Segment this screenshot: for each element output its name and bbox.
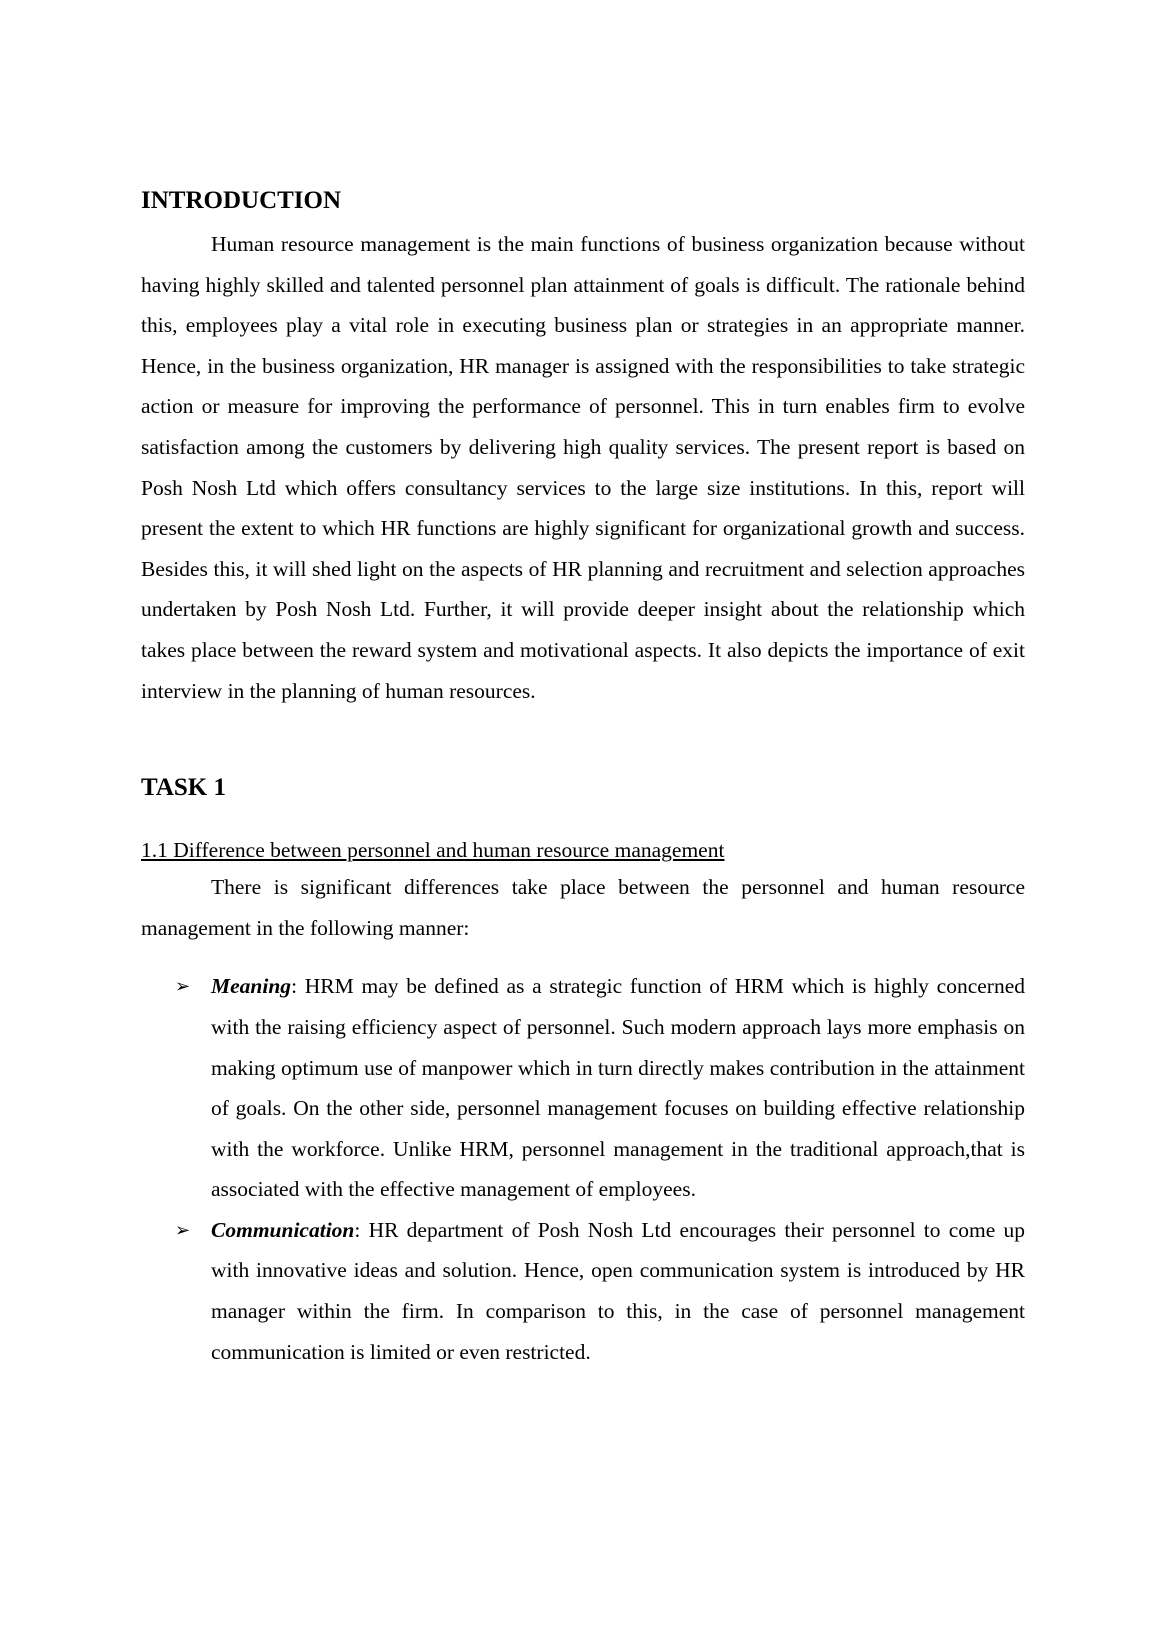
list-item [175,1210,1025,1372]
list-item [175,966,1025,1210]
introduction-heading: INTRODUCTION [141,187,342,214]
section-1-1-subheading: 1.1 Difference between personnel and human resource management [141,838,725,863]
bullet-term: Meaning [211,974,292,999]
bullet-text: : HRM may be defined as a strategic function of HRM which is highly concerned with the raising efficiency aspect of personnel. Such modern approach lays more emphasis on making optimum use of manpower which in turn directly makes contribution in the attainment of goals. On the other side, personnel management focuses on building effective relationship with the workforce. Unlike HRM, personnel management in the traditional approach,that is associated with the effective management of employees. [211,974,1025,1202]
document-page [141,186,1025,1372]
arrow-bullet-icon: ➢ [175,976,191,997]
arrow-bullet-icon: ➢ [175,1219,191,1240]
bullet-term: Communication [211,1217,355,1242]
introduction-paragraph: Human resource management is the main functions of business organization because without having highly skilled and talented personnel plan attainment of goals is difficult. The rationale behind this, employees play a vital role in executing business plan or strategies in an appropriate manner. Hence, in the business organization, HR manager is assigned with the responsibilities to take strategic action or measure for improving the performance of personnel. This in turn enables firm to evolve satisfaction among the customers by delivering high quality services. The present report is based on Posh Nosh Ltd which offers consultancy services to the large size institutions. In this, report will present the extent to which HR functions are highly significant for organizational growth and success. Besides this, it will shed light on the aspects of HR planning and recruitment and selection approaches undertaken by Posh Nosh Ltd. Further, it will provide deeper insight about the relationship which takes place between the reward system and motivational aspects. It also depicts the importance of exit interview in the planning of human resources. [141,232,1025,703]
bullet-text: : HR department of Posh Nosh Ltd encourages their personnel to come up with innovative ideas and solution. Hence, open communication system is introduced by HR manager within the firm. In comparison to this, in the case of personnel management communication is limited or even restricted. [211,1217,1025,1364]
task1-heading: TASK 1 [141,774,226,802]
differences-list [141,966,1025,1372]
task1-lead-paragraph: There is significant differences take place between the personnel and human resource management in the following manner: [141,875,1025,940]
